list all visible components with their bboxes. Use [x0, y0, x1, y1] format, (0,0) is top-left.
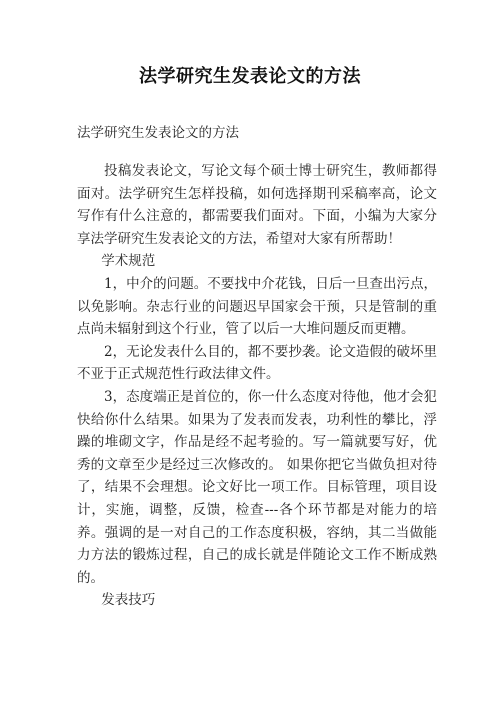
- section-heading-publishing-tips: 发表技巧: [101, 592, 156, 609]
- document-title: 法学研究生发表论文的方法: [139, 66, 361, 87]
- document-subtitle: 法学研究生发表论文的方法: [77, 125, 239, 141]
- document-body: [77, 160, 437, 612]
- norm-item-2: 2，无论发表什么目的，都不要抄袭。论文造假的破坏里不亚于正式规范性行政法律文件。: [77, 343, 437, 383]
- intro-paragraph: 投稿发表论文，写论文每个硕士博士研究生，教师都得面对。法学研究生怎样投稿，如何选择期刊采稿率高，论文写作有什么注意的，都需要我们面对。下面，小编为大家分享法学研究生发表论文的方法，希望对大家有所帮助！: [77, 163, 437, 247]
- norm-item-1: 1，中介的问题。不要找中介花钱，日后一旦查出污点，以免影响。杂志行业的问题迟早国家会干预，只是管制的重点尚未辐射到这个行业，管了以后一大堆问题反而更糟。: [77, 275, 437, 338]
- norm-item-3: 3，态度端正是首位的，你一什么态度对待他，他才会犯快给你什么结果。如果为了发表而发表，功利性的攀比，浮躁的堆砌文字，作品是经不起考验的。写一篇就要写好，优秀的文章至少是经过三次修改的。 如果你把它当做负担对待了，结果不会理想。论文好比一项工作。目标管理，项目设计，实施，调整，反馈，检查---各个环节都是对能力的培养。强调的是一对自己的工作态度积极，容纳，其二当做能力方法的锻炼过程，自己的成长就是伴随论文工作不断成熟的。: [77, 388, 437, 586]
- section-heading-academic-norms: 学术规范: [101, 253, 156, 270]
